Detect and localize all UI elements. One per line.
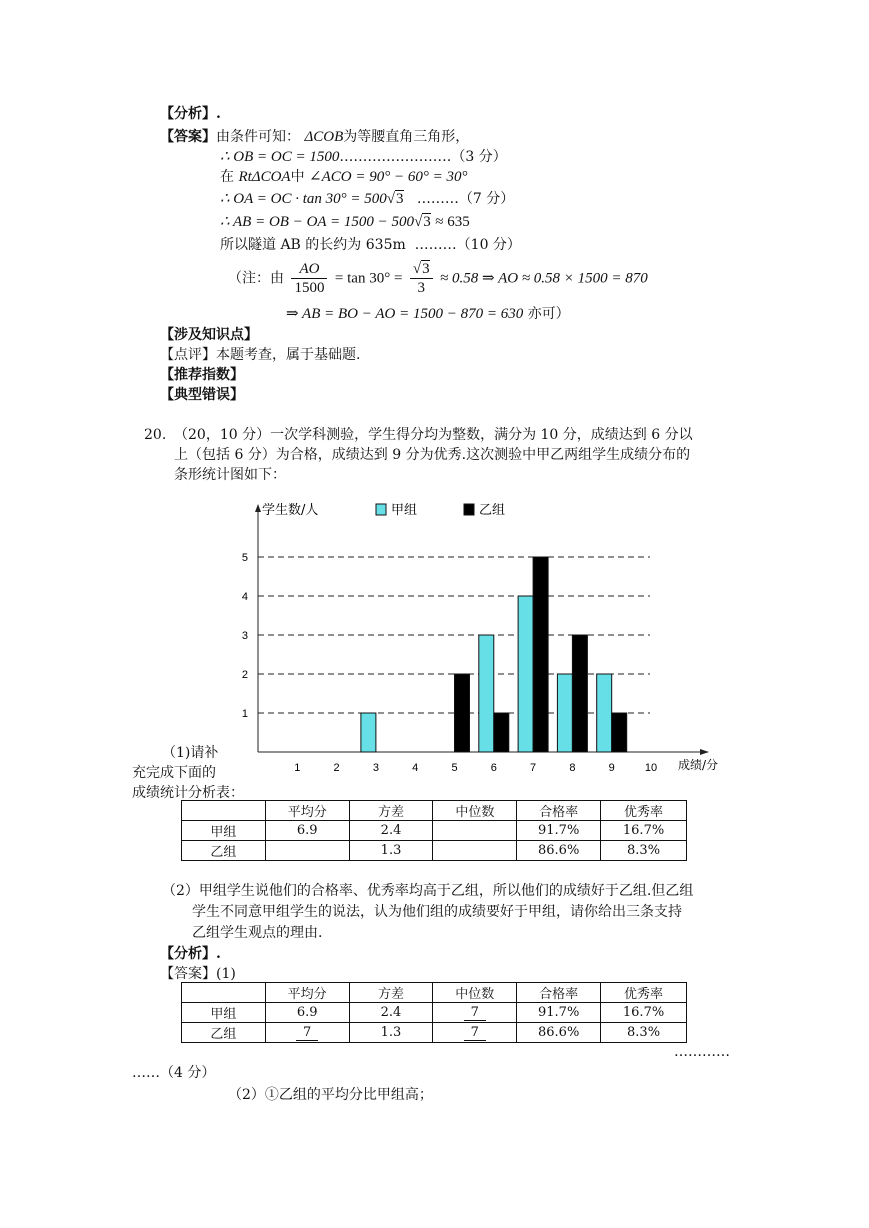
- answer-line-5: 所以隧道 AB 的长约为 635m ………（10 分）: [220, 237, 521, 253]
- bar: [494, 713, 509, 752]
- table-row: 甲组 6.9 2.4 91.7% 16.7%: [182, 821, 687, 841]
- errors-label: 【典型错误】: [160, 387, 244, 403]
- answer-line-2: 在 RtΔCOA中 ∠ACO = 90° − 60° = 30°: [220, 169, 468, 185]
- answer-label-19: 【答案】: [160, 129, 216, 145]
- y-tick-label: 5: [241, 552, 248, 564]
- answer-label-20: 【答案】(1): [160, 966, 236, 982]
- part1-line-c: 成绩统计分析表：: [132, 785, 244, 801]
- analysis-label-19: 【分析】.: [160, 106, 221, 122]
- part2-line-1: （2）甲组学生说他们的合格率、优秀率均高于乙组，所以他们的成绩好于乙组.但乙组: [162, 883, 694, 899]
- part2-line-3: 乙组学生观点的理由.: [192, 925, 323, 941]
- y-axis-arrow: [255, 504, 261, 512]
- header-variance: 方差: [349, 801, 433, 821]
- bar: [557, 674, 572, 752]
- analysis-label-20: 【分析】.: [160, 946, 221, 962]
- part1-line-b: 充完成下面的: [132, 765, 216, 781]
- question-line-2: 上（包括 6 分）为合格，成绩达到 9 分为优秀.这次测验中甲乙两组学生成绩分布的: [174, 447, 691, 463]
- blank-cell: [265, 841, 349, 861]
- y-tick-label: 2: [241, 669, 248, 681]
- bar: [612, 713, 627, 752]
- bar: [361, 713, 376, 752]
- x-tick-label: 3: [372, 762, 379, 774]
- dots-right: …………: [674, 1044, 730, 1060]
- answer-stats-table: [181, 982, 687, 1043]
- question-line-3: 条形统计图如下：: [174, 467, 286, 483]
- x-tick-label: 1: [294, 762, 301, 774]
- legend-label: 甲组: [391, 503, 418, 518]
- filled-answer: 7: [464, 1005, 486, 1021]
- x-axis-arrow: [700, 749, 709, 755]
- answer-line-3: ∴ OA = OC · tan 30° = 500√3 ………（7 分）: [220, 191, 515, 207]
- dots-left: ……（4 分）: [132, 1065, 216, 1081]
- answer-line-1: ∴ OB = OC = 1500……………………（3 分）: [220, 149, 507, 165]
- x-tick-label: 5: [451, 762, 458, 774]
- part2-line-2: 学生不同意甲组学生的说法，认为他们组的成绩要好于甲组，请你给出三条支持: [192, 904, 682, 920]
- answer-part2: （2）①乙组的平均分比甲组高；: [228, 1087, 433, 1103]
- header-pass-rate: 合格率: [517, 801, 601, 821]
- x-tick-label: 2: [333, 762, 340, 774]
- header-median: 中位数: [433, 801, 517, 821]
- x-axis-label: 成绩/分: [678, 758, 719, 772]
- legend-swatch: [464, 504, 474, 515]
- header-mean: 平均分: [265, 801, 349, 821]
- legend-swatch: [376, 504, 386, 515]
- x-tick-label: 9: [608, 762, 615, 774]
- y-tick-label: 3: [241, 630, 248, 642]
- y-tick-label: 1: [241, 708, 248, 720]
- y-tick-label: 4: [241, 591, 248, 603]
- blank-cell: [433, 821, 517, 841]
- index-label: 【推荐指数】: [160, 367, 244, 383]
- answer-line-intro: 【答案】由条件可知： ΔCOB为等腰直角三角形，: [160, 129, 470, 145]
- knowledge-label: 【涉及知识点】: [160, 327, 258, 343]
- blank-cell: [433, 841, 517, 861]
- x-tick-label: 8: [569, 762, 576, 774]
- table-row: 甲组 6.9 2.4 7 91.7% 16.7%: [182, 1003, 687, 1023]
- stats-table: [181, 800, 687, 861]
- filled-answer: 7: [296, 1025, 318, 1041]
- bar: [455, 674, 470, 752]
- y-axis-label: 学生数/人: [262, 503, 319, 518]
- table-header-row: [182, 801, 687, 821]
- note-line-2: ⇒ AB = BO − AO = 1500 − 870 = 630 亦可）: [286, 306, 570, 322]
- legend-label: 乙组: [479, 503, 506, 518]
- bar: [479, 635, 494, 752]
- bar: [533, 557, 548, 752]
- x-tick-label: 10: [644, 762, 658, 774]
- table-header-row: 平均分 方差 中位数 合格率 优秀率: [182, 983, 687, 1003]
- score-bar-chart: [240, 496, 720, 781]
- x-tick-label: 4: [412, 762, 419, 774]
- table-row: 乙组 1.3 86.6% 8.3%: [182, 841, 687, 861]
- part1-line-a: （1)请补: [162, 745, 219, 761]
- comment-label: 【点评】本题考查，属于基础题.: [160, 347, 361, 363]
- question-number: 20.: [144, 427, 167, 443]
- x-tick-label: 7: [530, 762, 537, 774]
- triangle-cob: ΔCOB: [304, 129, 344, 145]
- question-line-1: （20，10 分）一次学科测验，学生得分均为整数，满分为 10 分，成绩达到 6 分以: [174, 427, 693, 443]
- note-line-1: （注：由 $\frac{AO}{1500}$ = tan 30° = $\frac{√3}{3}$ ≈ 0.58 ⇒ AO ≈ 0.58 × 1500 = 870: [228, 261, 648, 296]
- bar: [572, 635, 587, 752]
- answer-line-4: ∴ AB = OB − OA = 1500 − 500√3 ≈ 635: [220, 214, 470, 230]
- x-tick-label: 6: [490, 762, 497, 774]
- filled-answer: 7: [464, 1025, 486, 1041]
- bar: [518, 596, 533, 752]
- header-excellent-rate: 优秀率: [601, 801, 687, 821]
- bar: [597, 674, 612, 752]
- table-row: 乙组 7 1.3 7 86.6% 8.3%: [182, 1023, 687, 1043]
